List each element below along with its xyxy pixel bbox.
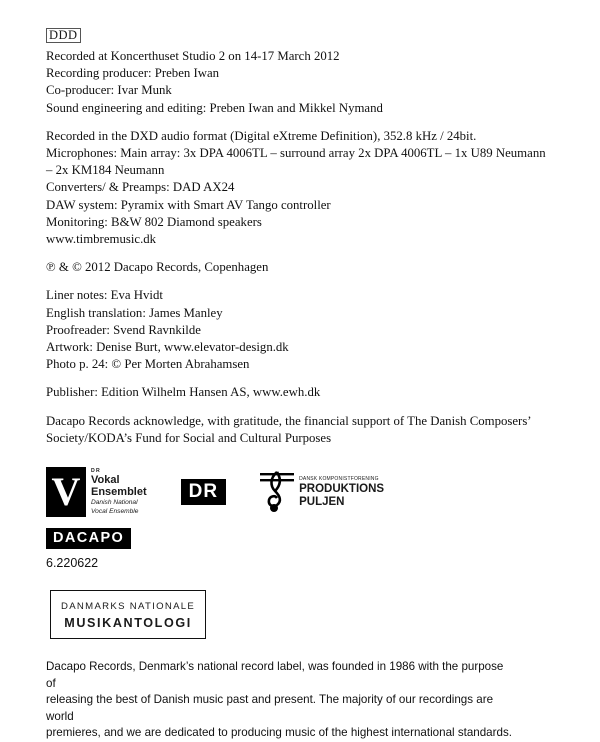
technical-line: Monitoring: B&W 802 Diamond speakers — [46, 214, 262, 229]
recording-line: Recording producer: Preben Iwan — [46, 66, 220, 81]
acknowledgement-line: Society/KODA’s Fund for Social and Cultural Purposes — [46, 430, 332, 445]
ddd-badge: DDD — [46, 28, 81, 43]
credit-line: English translation: James Manley — [46, 305, 223, 320]
vokal-v-letter: V — [46, 467, 86, 517]
produktionspuljen-logo — [260, 468, 384, 516]
credit-line: Photo p. 24: © Per Morten Abrahamsen — [46, 357, 250, 372]
technical-line: Recorded in the DXD audio format (Digital eXtreme Definition), 352.8 kHz / 24bit. — [46, 128, 477, 143]
antologi-line1: DANMARKS NATIONALE — [61, 601, 196, 613]
sponsor-logos-row — [46, 463, 554, 521]
recording-line: Co-producer: Ivar Munk — [46, 83, 172, 98]
acknowledgement-line: Dacapo Records acknowledge, with gratitude, the financial support of The Danish Composers’ — [46, 413, 532, 428]
acknowledgement-block — [46, 413, 554, 447]
technical-line: Microphones: Main array: 3x DPA 4006TL – surround array 2x DPA 4006TL – 1x U89 Neumann – 2x KM184 Neumann — [46, 146, 546, 178]
dr-logo: DR — [181, 479, 226, 505]
publisher-block — [46, 384, 554, 401]
recording-line: Sound engineering and editing: Preben Iwan and Mikkel Nymand — [46, 100, 383, 115]
vokal-line4: Vocal Ensemble — [91, 507, 139, 515]
vokal-dr-tag: DR — [91, 468, 101, 475]
vokal-line3: Danish National — [91, 499, 138, 507]
footer-line: releasing the best of Danish music past and present. The majority of our recordings are world — [46, 693, 494, 723]
catalog-number: 6.220622 — [46, 556, 99, 571]
credit-line: Proofreader: Svend Ravnkilde — [46, 322, 201, 337]
recording-credits-block — [46, 48, 554, 117]
copyright-line: ℗ & © 2012 Dacapo Records, Copenhagen — [46, 260, 269, 275]
vokal-line2: Ensemblet — [91, 485, 147, 498]
musikantologi-logo — [50, 590, 206, 639]
publisher-line: Publisher: Edition Wilhelm Hansen AS, www.ewh.dk — [46, 385, 321, 400]
puljen-line2: PRODUKTIONS — [299, 483, 385, 496]
copyright-block — [46, 259, 554, 276]
treble-clef-icon — [260, 468, 294, 516]
puljen-line1: DANSK KOMPONISTFORENING — [299, 476, 379, 483]
vokal-line1: Vokal — [91, 474, 120, 487]
recording-line: Recorded at Koncerthuset Studio 2 on 14-17 March 2012 — [46, 49, 340, 63]
footer-line: premieres, and we are dedicated to producing music of the highest international standards. — [46, 726, 512, 740]
danish-national-vocal-ensemble-logo — [46, 467, 147, 517]
timbre-music-website[interactable]: www.timbremusic.dk — [46, 232, 157, 247]
footer-line: Dacapo Records, Denmark’s national record label, was founded in 1986 with the purpose of — [46, 660, 504, 690]
technical-line: DAW system: Pyramix with Smart AV Tango controller — [46, 197, 331, 212]
credit-line: Liner notes: Eva Hvidt — [46, 288, 163, 303]
puljen-line3: PULJEN — [299, 495, 345, 508]
credits-block — [46, 287, 554, 373]
technical-line: Converters/ & Preamps: DAD AX24 — [46, 180, 235, 195]
antologi-line2: MUSIKANTOLOGI — [64, 616, 192, 631]
label-description — [46, 659, 516, 742]
dacapo-logo: DACAPO — [46, 528, 131, 549]
technical-details-block — [46, 128, 554, 248]
credit-line: Artwork: Denise Burt, www.elevator-design.dk — [46, 340, 289, 355]
